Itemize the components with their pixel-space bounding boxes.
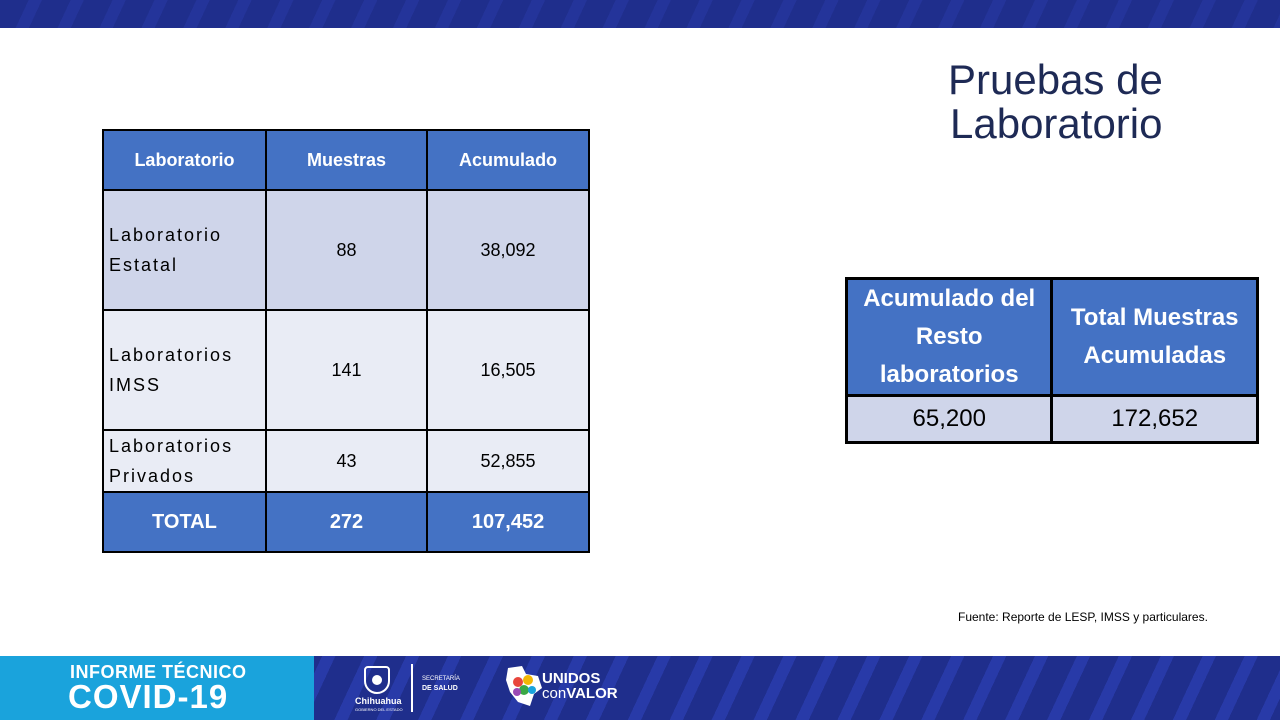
valor-label: VALOR <box>566 685 618 702</box>
page-title <box>920 58 1220 146</box>
muestras-cell: 141 <box>266 310 427 430</box>
salud-label: DE SALUD <box>422 685 458 692</box>
header-resto-line1: Acumulado del <box>863 285 1036 312</box>
con-valor-label <box>542 685 618 702</box>
lab-name-cell <box>103 430 266 492</box>
table-row <box>103 190 589 310</box>
state-subtitle: GOBIERNO DEL ESTADO <box>355 707 403 712</box>
acumulado-cell: 38,092 <box>427 190 589 310</box>
muestras-cell: 43 <box>266 430 427 492</box>
table-row <box>103 430 589 492</box>
state-name: Chihuahua <box>355 696 402 706</box>
lab-name-line1: Laboratorio <box>109 225 223 245</box>
table-row <box>103 310 589 430</box>
summary-table <box>845 277 1259 444</box>
header-resto-line3: laboratorios <box>879 361 1019 388</box>
total-label: TOTAL <box>103 492 266 552</box>
header-total-muestras <box>1052 279 1258 396</box>
lab-name-line2: Privados <box>109 466 196 486</box>
total-row <box>103 492 589 552</box>
secretaria-label: SECRETARÍA <box>422 676 460 682</box>
total-muestras-value: 172,652 <box>1052 396 1258 443</box>
page-title-line1: Pruebas de <box>948 56 1163 103</box>
covid-label: COVID-19 <box>68 678 229 715</box>
acumulado-cell: 16,505 <box>427 310 589 430</box>
lab-name-line1: Laboratorios <box>109 345 234 365</box>
header-total-line2: Acumuladas <box>1083 342 1227 369</box>
top-band <box>0 0 1280 28</box>
header-laboratorio: Laboratorio <box>103 130 266 190</box>
header-total-line1: Total Muestras <box>1070 304 1239 331</box>
total-muestras: 272 <box>266 492 427 552</box>
table-header-row <box>103 130 589 190</box>
summary-header-row <box>847 279 1258 396</box>
summary-value-row <box>847 396 1258 443</box>
lab-name-line1: Laboratorios <box>109 436 234 456</box>
lab-name-cell <box>103 190 266 310</box>
laboratory-table <box>102 129 590 553</box>
acumulado-cell: 52,855 <box>427 430 589 492</box>
header-resto-laboratorios <box>847 279 1052 396</box>
header-resto-line2: Resto <box>915 323 983 350</box>
lab-name-cell <box>103 310 266 430</box>
muestras-cell: 88 <box>266 190 427 310</box>
header-muestras: Muestras <box>266 130 427 190</box>
report-label: INFORME TÉCNICO <box>70 662 247 682</box>
con-label: con <box>542 685 567 702</box>
unidos-map-icon <box>504 664 544 708</box>
total-acumulado: 107,452 <box>427 492 589 552</box>
lab-name-line2: Estatal <box>109 255 179 275</box>
page-title-line2: Laboratorio <box>950 100 1163 147</box>
lab-name-line2: IMSS <box>109 375 162 395</box>
resto-value: 65,200 <box>847 396 1052 443</box>
footer-banner <box>0 656 1280 720</box>
state-shield-icon <box>364 666 390 694</box>
covid-report-badge <box>0 656 314 720</box>
unidos-label: UNIDOS <box>542 670 601 687</box>
source-note: Fuente: Reporte de LESP, IMSS y particulares. <box>958 610 1208 624</box>
footer-divider <box>411 664 413 712</box>
header-acumulado: Acumulado <box>427 130 589 190</box>
